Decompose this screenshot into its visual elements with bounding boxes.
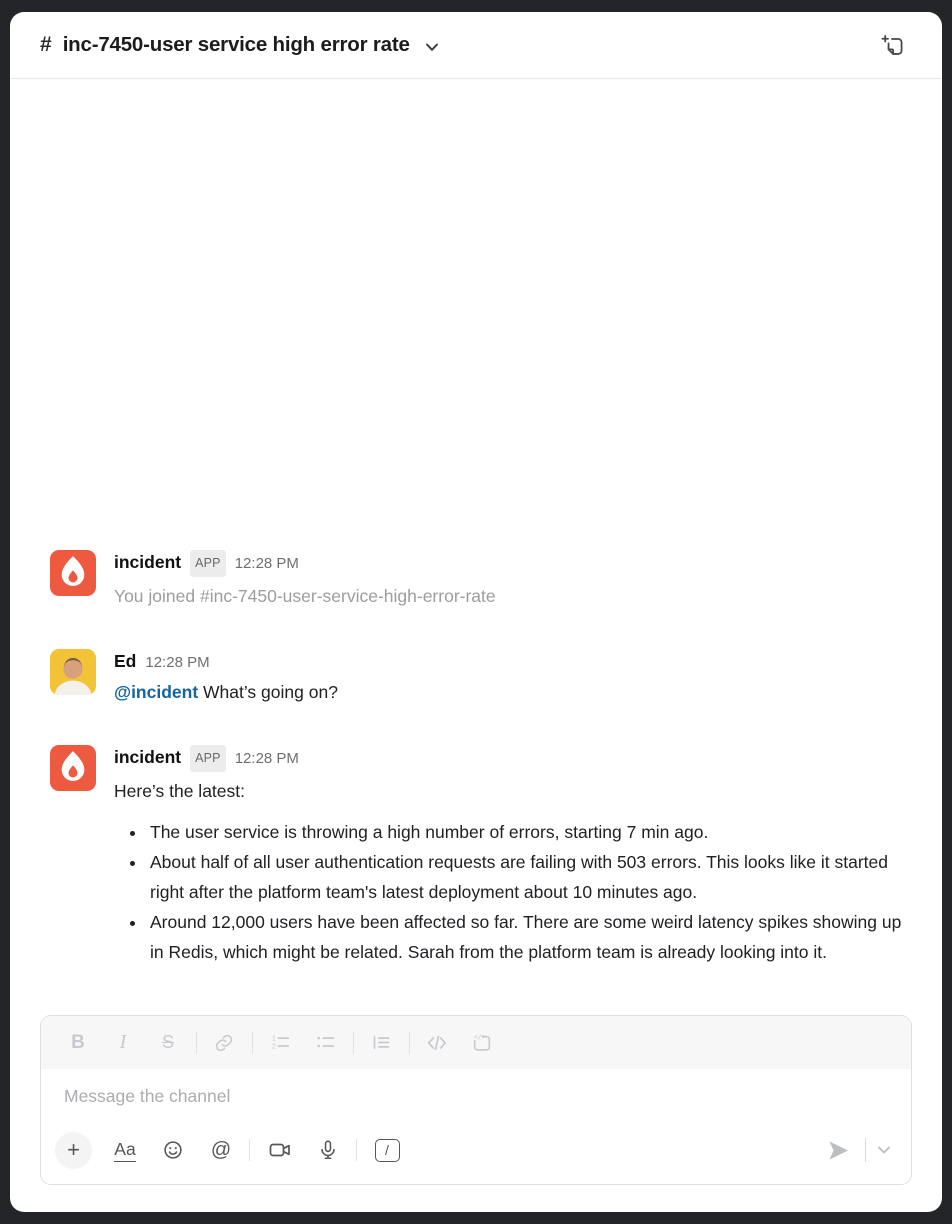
mention-icon: @ <box>210 1138 232 1161</box>
emoji-button[interactable] <box>153 1132 193 1168</box>
channel-title-button[interactable] <box>40 33 439 57</box>
incident-app-avatar[interactable] <box>50 550 96 596</box>
bullet-list-icon <box>315 1032 336 1053</box>
message-composer <box>40 1015 912 1185</box>
ordered-list-icon <box>270 1032 291 1053</box>
toolbar-divider <box>356 1139 357 1161</box>
toolbar-divider <box>252 1032 253 1054</box>
code-block-icon <box>471 1032 493 1054</box>
app-badge: APP <box>190 745 226 772</box>
channel-title: inc-7450-user service high error rate <box>62 33 410 56</box>
app-badge: APP <box>190 550 226 577</box>
system-message-text: You joined #inc-7450-user-service-high-error-rate <box>114 586 496 606</box>
incident-summary-list <box>114 817 904 967</box>
ordered-list-button[interactable] <box>263 1027 297 1059</box>
message-head <box>114 746 904 773</box>
toolbar-divider <box>196 1032 197 1054</box>
message-input[interactable] <box>41 1069 911 1126</box>
message-author[interactable]: Ed <box>114 651 137 671</box>
bullet-list-button[interactable] <box>308 1027 342 1059</box>
channel-header <box>10 12 942 79</box>
toolbar-divider <box>249 1139 250 1161</box>
svg-text:1: 1 <box>271 1033 276 1043</box>
message-author[interactable]: incident <box>114 552 182 572</box>
message-timestamp[interactable]: 12:28 PM <box>234 555 299 572</box>
link-button[interactable] <box>207 1027 241 1059</box>
message-timestamp[interactable]: 12:28 PM <box>234 750 299 767</box>
blockquote-button[interactable] <box>364 1027 398 1059</box>
incident-app-avatar[interactable] <box>50 745 96 791</box>
profile-photo <box>50 649 96 695</box>
list-item: • The user service is throwing a high number of errors, starting 7 min ago. <box>147 817 904 847</box>
ed-avatar[interactable] <box>50 649 96 695</box>
toolbar-divider <box>409 1032 410 1054</box>
message-body <box>114 649 904 707</box>
svg-text:</>: </> <box>473 1032 487 1041</box>
formatting-toolbar <box>41 1016 911 1069</box>
video-icon <box>268 1139 292 1161</box>
attach-plus-button[interactable]: + <box>55 1132 92 1169</box>
new-canvas-icon <box>880 33 905 58</box>
mention-button[interactable] <box>201 1132 241 1168</box>
list-item: • About half of all user authentication requests are failing with 503 errors. This looks like it started right after the platform team's latest deployment about 10 minutes ago. <box>147 847 904 907</box>
message-head <box>114 551 904 578</box>
code-block-button[interactable] <box>465 1027 499 1059</box>
blockquote-icon <box>371 1032 392 1053</box>
audio-clip-button[interactable] <box>308 1132 348 1168</box>
slash-command-icon: / <box>375 1139 400 1162</box>
message-timestamp[interactable]: 12:28 PM <box>145 654 210 671</box>
message-body <box>114 745 904 967</box>
message-text-rest: What’s going on? <box>198 682 338 702</box>
send-divider <box>865 1138 866 1162</box>
chevron-down-icon <box>425 43 439 52</box>
bold-button[interactable]: B <box>61 1027 95 1059</box>
code-icon <box>426 1032 448 1054</box>
composer-wrap <box>10 1015 942 1212</box>
format-icon: Aa <box>114 1139 135 1162</box>
slash-commands-button[interactable] <box>367 1132 407 1168</box>
message-incident-update <box>50 745 904 967</box>
message-body <box>114 550 904 611</box>
emoji-icon <box>162 1139 184 1161</box>
message-head <box>114 650 904 674</box>
schedule-send-chevron-icon <box>877 1146 891 1155</box>
new-canvas-button[interactable] <box>872 25 912 65</box>
send-icon <box>827 1140 850 1161</box>
message-ed <box>50 649 904 707</box>
link-icon <box>214 1033 234 1053</box>
message-text <box>114 678 904 707</box>
format-toggle-button[interactable] <box>105 1132 145 1168</box>
slack-channel-window <box>10 12 942 1212</box>
flame-icon <box>50 745 96 791</box>
message-intro: Here’s the latest: <box>114 781 245 801</box>
composer-bottom-bar <box>41 1126 911 1184</box>
channel-hash: # <box>40 33 52 56</box>
message-incident-join <box>50 550 904 611</box>
mic-icon <box>317 1138 339 1162</box>
strikethrough-button[interactable]: S <box>151 1027 185 1059</box>
message-author[interactable]: incident <box>114 747 182 767</box>
input-placeholder: Message the channel <box>64 1086 231 1106</box>
list-item: • Around 12,000 users have been affected so far. There are some weird latency spikes showing up in Redis, which might be related. Sarah from the platform team is already looking into it. <box>147 907 904 967</box>
video-clip-button[interactable] <box>260 1132 300 1168</box>
incident-mention[interactable]: @incident <box>114 682 199 702</box>
message-list <box>10 79 942 1015</box>
flame-icon <box>50 550 96 596</box>
schedule-send-button[interactable] <box>873 1142 895 1159</box>
toolbar-divider <box>353 1032 354 1054</box>
code-button[interactable] <box>420 1027 454 1059</box>
italic-button[interactable]: I <box>106 1027 140 1059</box>
send-button[interactable] <box>819 1136 858 1165</box>
svg-text:2: 2 <box>271 1041 276 1051</box>
